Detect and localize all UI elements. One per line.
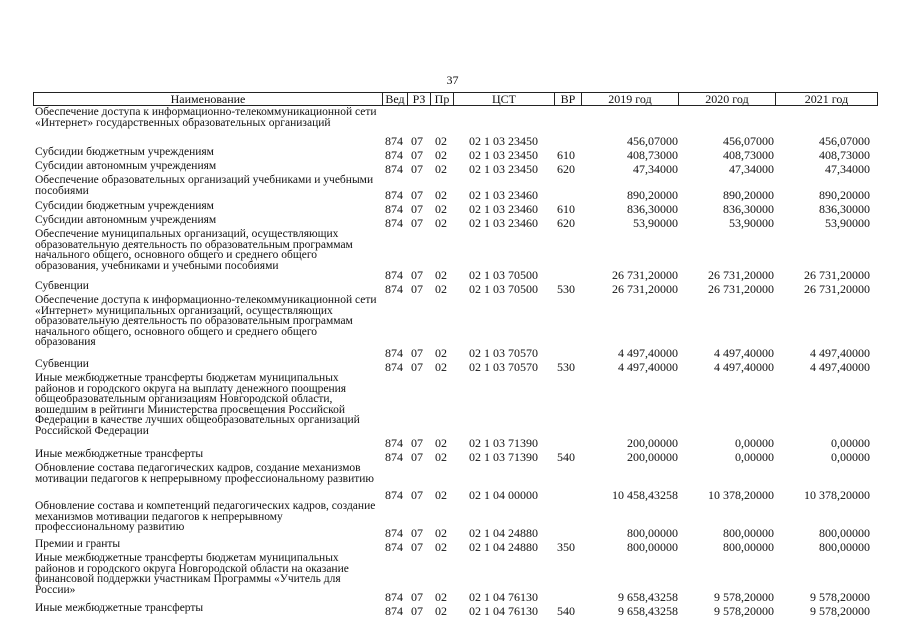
col-pr: 02 — [435, 202, 447, 216]
header-ved: Вед — [385, 92, 405, 106]
col-ved: 874 — [385, 148, 403, 162]
col-ved: 874 — [385, 590, 403, 604]
row-name: Иные межбюджетные трансферты бюджетам муниципальных районов и городского округа на выплату денежного поощрения общеобразовательным организациям Новгородской области, вошедшим в рейтинги Министерства просвещения Российской Федерации в качестве лучших общеобразовательных организаций Российской Федерации — [35, 372, 360, 437]
col-cst: 02 1 04 76130 — [469, 590, 538, 604]
col-2021: 10 378,20000 — [804, 488, 870, 502]
col-2020: 26 731,20000 — [708, 282, 774, 296]
table-row — [33, 449, 878, 463]
col-2020: 800,00000 — [723, 540, 774, 554]
col-pr: 02 — [435, 282, 447, 296]
table-row — [33, 201, 878, 215]
col-vr: 610 — [557, 202, 575, 216]
row-name: Субвенции — [35, 280, 89, 292]
col-2020: 0,00000 — [735, 450, 774, 464]
col-rz: 07 — [411, 148, 423, 162]
col-pr: 02 — [435, 188, 447, 202]
col-2021: 26 731,20000 — [804, 268, 870, 282]
col-2021: 4 497,40000 — [810, 346, 870, 360]
col-ved: 874 — [385, 202, 403, 216]
col-cst: 02 1 03 71390 — [469, 450, 538, 464]
table-row — [33, 215, 878, 229]
col-vr: 530 — [557, 282, 575, 296]
col-2021: 9 578,20000 — [810, 604, 870, 618]
col-rz: 07 — [411, 590, 423, 604]
col-vr: 620 — [557, 162, 575, 176]
col-ved: 874 — [385, 450, 403, 464]
budget-table — [33, 92, 878, 618]
col-2021: 0,00000 — [831, 450, 870, 464]
row-name: Субсидии бюджетным учреждениям — [35, 200, 214, 212]
col-2019: 800,00000 — [627, 540, 678, 554]
row-name: Субсидии бюджетным учреждениям — [35, 146, 214, 158]
col-pr: 02 — [435, 360, 447, 374]
col-ved: 874 — [385, 488, 403, 502]
col-ved: 874 — [385, 188, 403, 202]
row-name: Иные межбюджетные трансферты — [35, 448, 204, 460]
col-vr: 540 — [557, 604, 575, 618]
col-ved: 874 — [385, 282, 403, 296]
row-name: Обновление состава и компетенций педагогических кадров, создание механизмов мотивации педагогов к непрерывному профессиональному развитию — [35, 500, 376, 534]
col-2021: 890,20000 — [819, 188, 870, 202]
header-pr: Пр — [434, 92, 450, 106]
col-cst: 02 1 03 71390 — [469, 436, 538, 450]
header-rz: РЗ — [412, 92, 426, 106]
col-cst: 02 1 04 24880 — [469, 540, 538, 554]
row-name: Иные межбюджетные трансферты бюджетам муниципальных районов и городского округа Новгородской области на оказание финансовой поддержки участникам Программы «Учитель для России» — [35, 552, 349, 596]
row-name: Обеспечение образовательных организаций учебниками и учебными пособиями — [35, 174, 374, 197]
col-rz: 07 — [411, 450, 423, 464]
col-rz: 07 — [411, 282, 423, 296]
col-2019: 26 731,20000 — [612, 282, 678, 296]
col-cst: 02 1 04 00000 — [469, 488, 538, 502]
table-row — [33, 295, 878, 359]
col-cst: 02 1 03 70570 — [469, 346, 538, 360]
col-pr: 02 — [435, 488, 447, 502]
col-cst: 02 1 03 70570 — [469, 360, 538, 374]
col-2019: 890,20000 — [627, 188, 678, 202]
col-2021: 0,00000 — [831, 436, 870, 450]
col-cst: 02 1 03 23450 — [469, 162, 538, 176]
col-2020: 10 378,20000 — [708, 488, 774, 502]
col-2020: 836,30000 — [723, 202, 774, 216]
table-row — [33, 359, 878, 373]
col-cst: 02 1 04 76130 — [469, 604, 538, 618]
col-2019: 800,00000 — [627, 526, 678, 540]
table-header — [33, 92, 878, 106]
table-row — [33, 229, 878, 281]
col-ved: 874 — [385, 526, 403, 540]
col-vr: 540 — [557, 450, 575, 464]
row-name: Иные межбюджетные трансферты — [35, 602, 204, 614]
table-row — [33, 373, 878, 449]
col-2021: 4 497,40000 — [810, 360, 870, 374]
row-name: Обновление состава педагогических кадров, создание механизмов мотивации педагогов к непрерывному профессиональному развитию — [35, 462, 375, 485]
row-name: Субсидии автономным учреждениям — [35, 214, 217, 226]
row-name: Субсидии автономным учреждениям — [35, 160, 217, 172]
row-name: Обеспечение муниципальных организаций, осуществляющих образовательную деятельность по образовательным программам начального общего, основного общего и среднего общего образования, учебниками и учебными пособиями — [35, 228, 353, 272]
col-rz: 07 — [411, 488, 423, 502]
table-row — [33, 161, 878, 175]
row-name: Обеспечение доступа к информационно-телекоммуникационной сети «Интернет» муниципальных организаций, осуществляющих образовательную деятельность по образовательным программам начального общего, основного общего и среднего общего образования — [35, 294, 377, 349]
col-2019: 47,34000 — [633, 162, 678, 176]
col-2020: 456,07000 — [723, 134, 774, 148]
col-2020: 800,00000 — [723, 526, 774, 540]
col-cst: 02 1 04 24880 — [469, 526, 538, 540]
col-2021: 26 731,20000 — [804, 282, 870, 296]
col-rz: 07 — [411, 216, 423, 230]
header-cst: ЦСТ — [492, 92, 516, 106]
col-rz: 07 — [411, 360, 423, 374]
table-row — [33, 107, 878, 147]
col-cst: 02 1 03 70500 — [469, 282, 538, 296]
col-rz: 07 — [411, 436, 423, 450]
col-ved: 874 — [385, 346, 403, 360]
col-pr: 02 — [435, 540, 447, 554]
col-2020: 9 578,20000 — [714, 604, 774, 618]
col-pr: 02 — [435, 590, 447, 604]
col-2019: 4 497,40000 — [618, 346, 678, 360]
col-2021: 53,90000 — [825, 216, 870, 230]
page-number: 37 — [446, 73, 459, 87]
row-name: Обеспечение доступа к информационно-телекоммуникационной сети «Интернет» государственных образовательных организаций — [35, 106, 377, 129]
col-cst: 02 1 03 23460 — [469, 188, 538, 202]
col-vr: 610 — [557, 148, 575, 162]
col-cst: 02 1 03 23460 — [469, 202, 538, 216]
col-pr: 02 — [435, 450, 447, 464]
col-pr: 02 — [435, 526, 447, 540]
col-rz: 07 — [411, 202, 423, 216]
col-vr: 530 — [557, 360, 575, 374]
col-ved: 874 — [385, 162, 403, 176]
col-rz: 07 — [411, 526, 423, 540]
col-2021: 9 578,20000 — [810, 590, 870, 604]
col-2019: 4 497,40000 — [618, 360, 678, 374]
col-rz: 07 — [411, 162, 423, 176]
table-row — [33, 501, 878, 539]
col-2021: 456,07000 — [819, 134, 870, 148]
row-name: Премии и гранты — [35, 538, 121, 550]
col-2021: 836,30000 — [819, 202, 870, 216]
col-pr: 02 — [435, 216, 447, 230]
col-2020: 408,73000 — [723, 148, 774, 162]
col-vr: 350 — [557, 540, 575, 554]
table-row — [33, 539, 878, 553]
col-rz: 07 — [411, 540, 423, 554]
col-rz: 07 — [411, 188, 423, 202]
table-row — [33, 175, 878, 201]
col-2020: 4 497,40000 — [714, 360, 774, 374]
col-pr: 02 — [435, 436, 447, 450]
col-2021: 800,00000 — [819, 526, 870, 540]
col-2021: 47,34000 — [825, 162, 870, 176]
col-2020: 26 731,20000 — [708, 268, 774, 282]
col-2019: 53,90000 — [633, 216, 678, 230]
col-pr: 02 — [435, 162, 447, 176]
col-cst: 02 1 03 23450 — [469, 134, 538, 148]
col-2019: 200,00000 — [627, 450, 678, 464]
col-pr: 02 — [435, 346, 447, 360]
table-body — [33, 107, 878, 617]
col-rz: 07 — [411, 134, 423, 148]
col-2020: 9 578,20000 — [714, 590, 774, 604]
col-2019: 408,73000 — [627, 148, 678, 162]
col-2021: 408,73000 — [819, 148, 870, 162]
col-pr: 02 — [435, 134, 447, 148]
col-cst: 02 1 03 23460 — [469, 216, 538, 230]
col-2019: 456,07000 — [627, 134, 678, 148]
table-row — [33, 553, 878, 603]
col-ved: 874 — [385, 360, 403, 374]
col-2019: 9 658,43258 — [618, 590, 678, 604]
table-row — [33, 147, 878, 161]
table-row — [33, 603, 878, 617]
col-ved: 874 — [385, 134, 403, 148]
col-pr: 02 — [435, 148, 447, 162]
header-2021: 2021 год — [804, 92, 849, 106]
col-2019: 836,30000 — [627, 202, 678, 216]
col-ved: 874 — [385, 436, 403, 450]
col-cst: 02 1 03 70500 — [469, 268, 538, 282]
col-pr: 02 — [435, 268, 447, 282]
header-2020: 2020 год — [705, 92, 749, 106]
col-vr: 620 — [557, 216, 575, 230]
col-2020: 47,34000 — [729, 162, 774, 176]
col-cst: 02 1 03 23450 — [469, 148, 538, 162]
col-pr: 02 — [435, 604, 447, 618]
col-rz: 07 — [411, 268, 423, 282]
col-2019: 9 658,43258 — [618, 604, 678, 618]
col-2020: 4 497,40000 — [714, 346, 774, 360]
header-2019: 2019 год — [608, 92, 652, 106]
col-2019: 10 458,43258 — [612, 488, 678, 502]
col-ved: 874 — [385, 604, 403, 618]
header-name: Наименование — [170, 92, 246, 106]
row-name: Субвенции — [35, 358, 89, 370]
col-2019: 26 731,20000 — [612, 268, 678, 282]
header-vr: ВР — [560, 92, 576, 106]
col-ved: 874 — [385, 216, 403, 230]
col-2021: 800,00000 — [819, 540, 870, 554]
col-rz: 07 — [411, 604, 423, 618]
col-rz: 07 — [411, 346, 423, 360]
col-2019: 200,00000 — [627, 436, 678, 450]
col-ved: 874 — [385, 540, 403, 554]
col-2020: 53,90000 — [729, 216, 774, 230]
col-ved: 874 — [385, 268, 403, 282]
col-2020: 890,20000 — [723, 188, 774, 202]
table-row — [33, 463, 878, 501]
col-2020: 0,00000 — [735, 436, 774, 450]
table-row — [33, 281, 878, 295]
